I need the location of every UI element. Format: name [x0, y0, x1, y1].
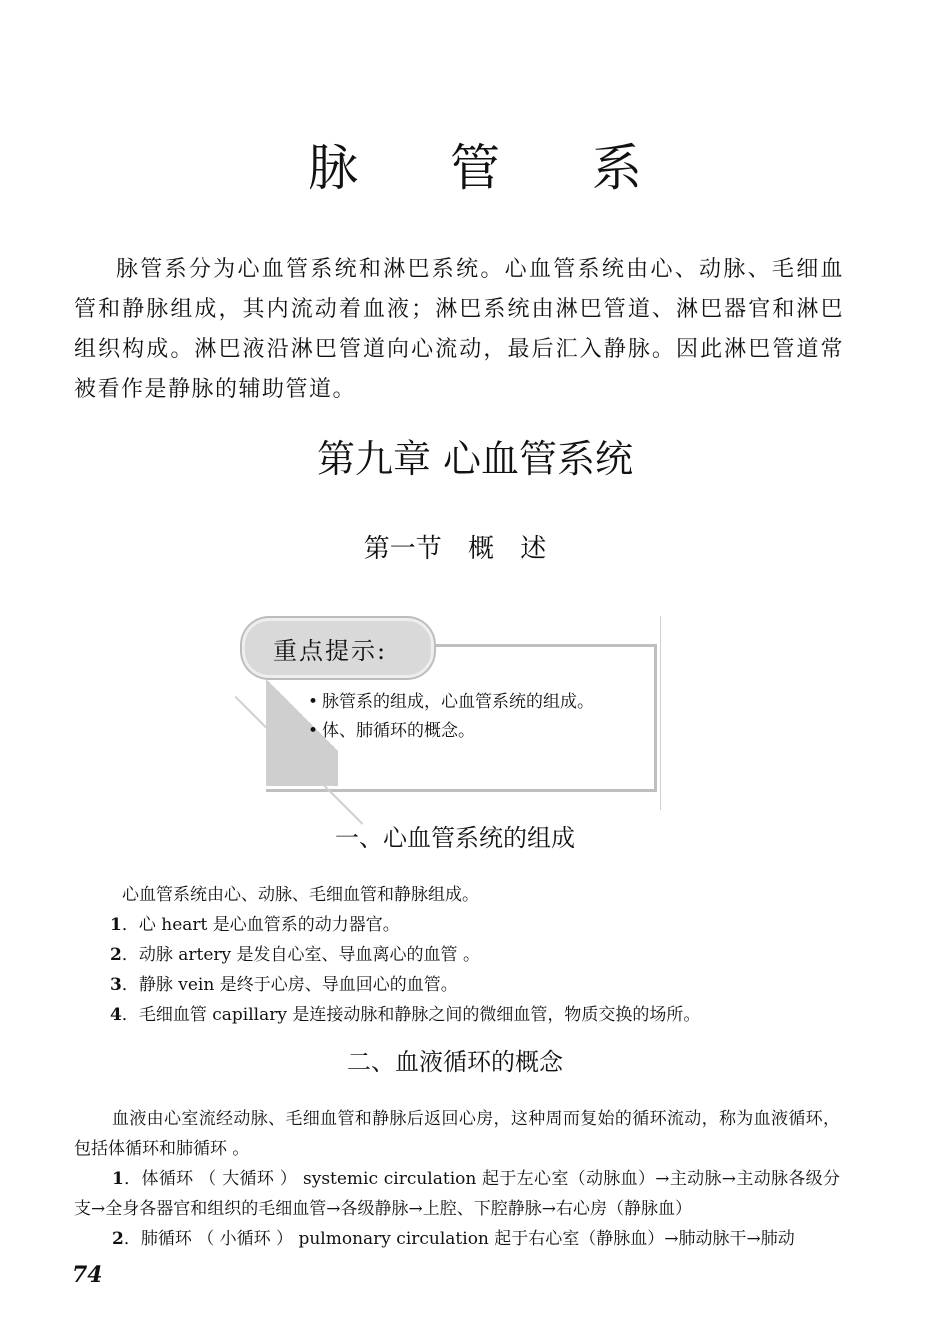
key-points-list: [308, 688, 594, 746]
subsection-title-circulation: 二、血液循环的概念: [347, 1048, 563, 1076]
key-points-box: [240, 616, 665, 816]
part-title: 脉 管 系: [308, 139, 680, 197]
item-number: 2: [112, 1229, 124, 1249]
list-item: [74, 970, 854, 1000]
subsection-title-composition: 一、心血管系统的组成: [335, 824, 575, 852]
key-point-item: • 体、肺循环的概念。: [308, 717, 594, 746]
circulation-text: [74, 1104, 840, 1254]
box-edge-line: [660, 616, 661, 810]
item-text: ．心 heart 是心血管系的动力器官。: [121, 915, 400, 935]
chapter-title: 第九章 心血管系统: [316, 437, 634, 481]
list-item: [74, 910, 854, 940]
item-text: ．肺循环 （ 小循环 ） pulmonary circulation 起于右心室（静脉血）→肺动脉干→肺动: [123, 1229, 795, 1249]
circulation-paragraph: 血液由心室流经动脉、毛细血管和静脉后返回心房，这种周而复始的循环流动，称为血液循环，包括体循环和肺循环 。: [74, 1109, 840, 1159]
key-points-label: 重点提示:: [273, 637, 388, 665]
intro-paragraph: [74, 250, 844, 410]
key-point-item: • 脉管系的组成，心血管系统的组成。: [308, 688, 594, 717]
item-number: 4: [110, 1005, 122, 1025]
composition-list: [74, 880, 854, 1030]
item-text: ．静脉 vein 是终于心房、导血回心的血管。: [121, 975, 458, 995]
item-text: ．毛细血管 capillary 是连接动脉和静脉之间的微细血管，物质交换的场所。: [121, 1005, 701, 1025]
list-item: [74, 1164, 840, 1224]
list-item: [74, 1224, 840, 1254]
section-title: 第一节 概 述: [363, 534, 547, 564]
list-item: [74, 940, 854, 970]
item-number: 1: [110, 915, 122, 935]
composition-lead: 心血管系统由心、动脉、毛细血管和静脉组成。: [122, 885, 479, 905]
list-item: [74, 1000, 854, 1030]
intro-text: 脉管系分为心血管系统和淋巴系统。心血管系统由心、动脉、毛细血管和静脉组成，其内流动着血液；淋巴系统由淋巴管道、淋巴器官和淋巴组织构成。淋巴液沿淋巴管道向心流动，最后汇入静脉。因此淋巴管道常被看作是静脉的辅助管道。: [74, 257, 844, 402]
item-number: 3: [110, 975, 122, 995]
page-number: 74: [72, 1262, 103, 1288]
key-points-label-pill: [242, 618, 434, 678]
item-text: ．动脉 artery 是发自心室、导血离心的血管 。: [121, 945, 480, 965]
item-text: ．体循环 （ 大循环 ） systemic circulation 起于左心室（动脉血）→主动脉→主动脉各级分支→全身各器官和组织的毛细血管→各级静脉→上腔、下腔静脉→右心房（静脉血）: [74, 1169, 840, 1219]
item-number: 2: [110, 945, 122, 965]
item-number: 1: [112, 1169, 124, 1189]
